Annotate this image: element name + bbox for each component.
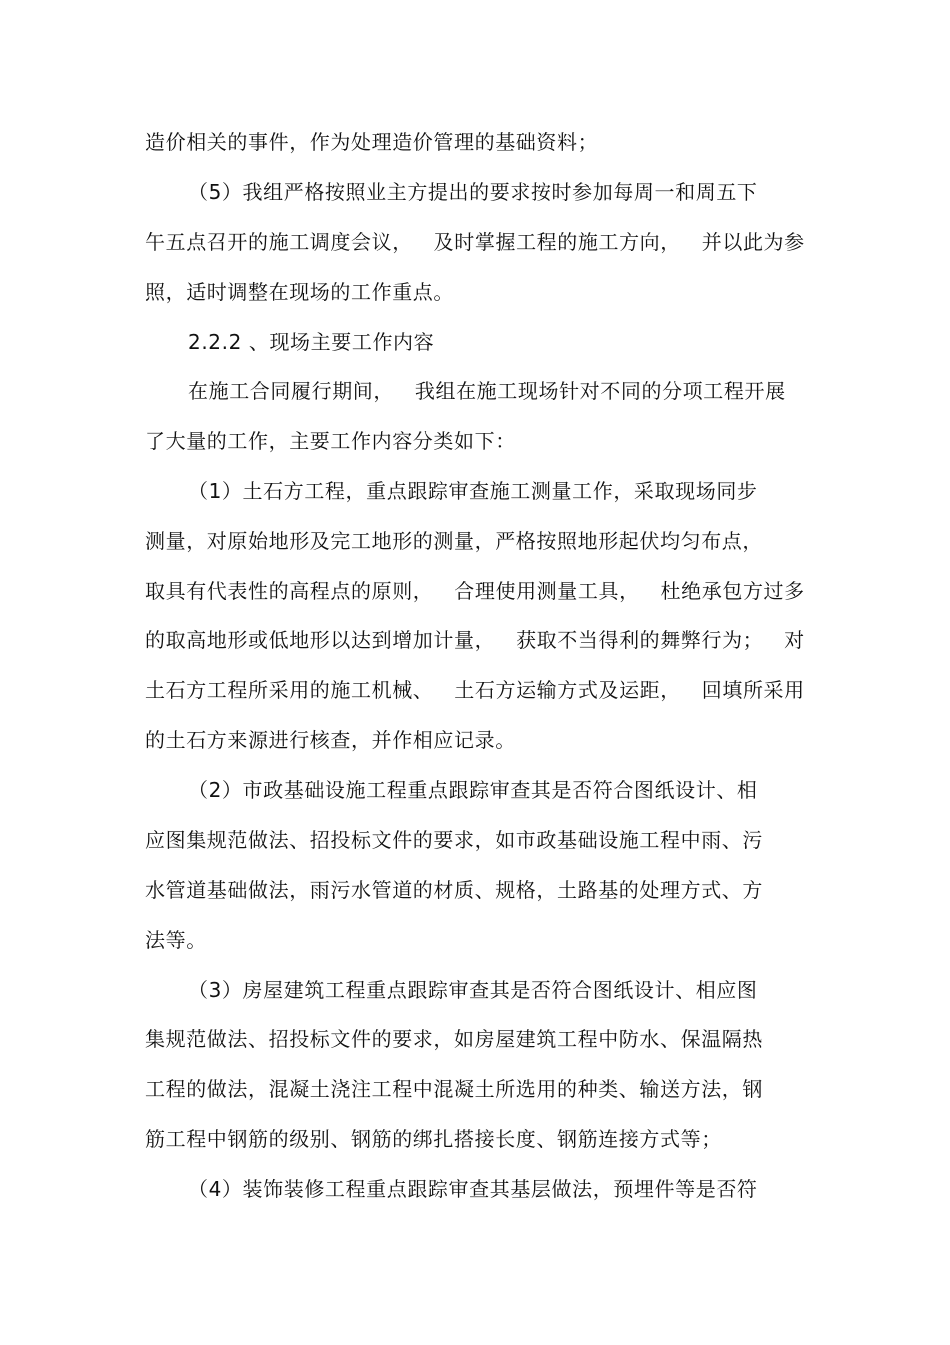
section-heading: 2.2.2 、现场主要工作内容: [188, 330, 435, 354]
text-line: 土石方工程所采用的施工机械、 土石方运输方式及运距， 回填所采用: [145, 678, 805, 702]
text-line: 工程的做法，混凝土浇注工程中混凝土所选用的种类、输送方法，钢: [145, 1077, 763, 1101]
text-line: （3）房屋建筑工程重点跟踪审查其是否符合图纸设计、相应图: [188, 978, 758, 1002]
text-line: 的土石方来源进行核查，并作相应记录。: [145, 728, 516, 752]
text-line: （5）我组严格按照业主方提出的要求按时参加每周一和周五下: [188, 180, 758, 204]
text-line: 水管道基础做法，雨污水管道的材质、规格，土路基的处理方式、方: [145, 878, 763, 902]
text-line: 了大量的工作，主要工作内容分类如下：: [145, 429, 516, 453]
text-line: 法等。: [145, 928, 207, 952]
text-line: 筋工程中钢筋的级别、钢筋的绑扎搭接长度、钢筋连接方式等；: [145, 1127, 722, 1151]
text-line: 造价相关的事件，作为处理造价管理的基础资料；: [145, 130, 599, 154]
text-line: （4）装饰装修工程重点跟踪审查其基层做法，预埋件等是否符: [188, 1177, 758, 1201]
text-line: （2）市政基础设施工程重点跟踪审查其是否符合图纸设计、相: [188, 778, 758, 802]
text-line: 的取高地形或低地形以达到增加计量， 获取不当得利的舞弊行为； 对: [145, 628, 805, 652]
text-line: 集规范做法、招投标文件的要求，如房屋建筑工程中防水、保温隔热: [145, 1027, 763, 1051]
text-line: 照，适时调整在现场的工作重点。: [145, 280, 454, 304]
text-line: 午五点召开的施工调度会议， 及时掌握工程的施工方向， 并以此为参: [145, 230, 805, 254]
text-line: 取具有代表性的高程点的原则， 合理使用测量工具， 杜绝承包方过多: [145, 579, 805, 603]
text-line: 测量，对原始地形及完工地形的测量，严格按照地形起伏均匀布点，: [145, 529, 763, 553]
text-line: 应图集规范做法、招投标文件的要求，如市政基础设施工程中雨、污: [145, 828, 763, 852]
text-line: 在施工合同履行期间， 我组在施工现场针对不同的分项工程开展: [188, 379, 786, 403]
text-line: （1）土石方工程，重点跟踪审查施工测量工作，采取现场同步: [188, 479, 758, 503]
